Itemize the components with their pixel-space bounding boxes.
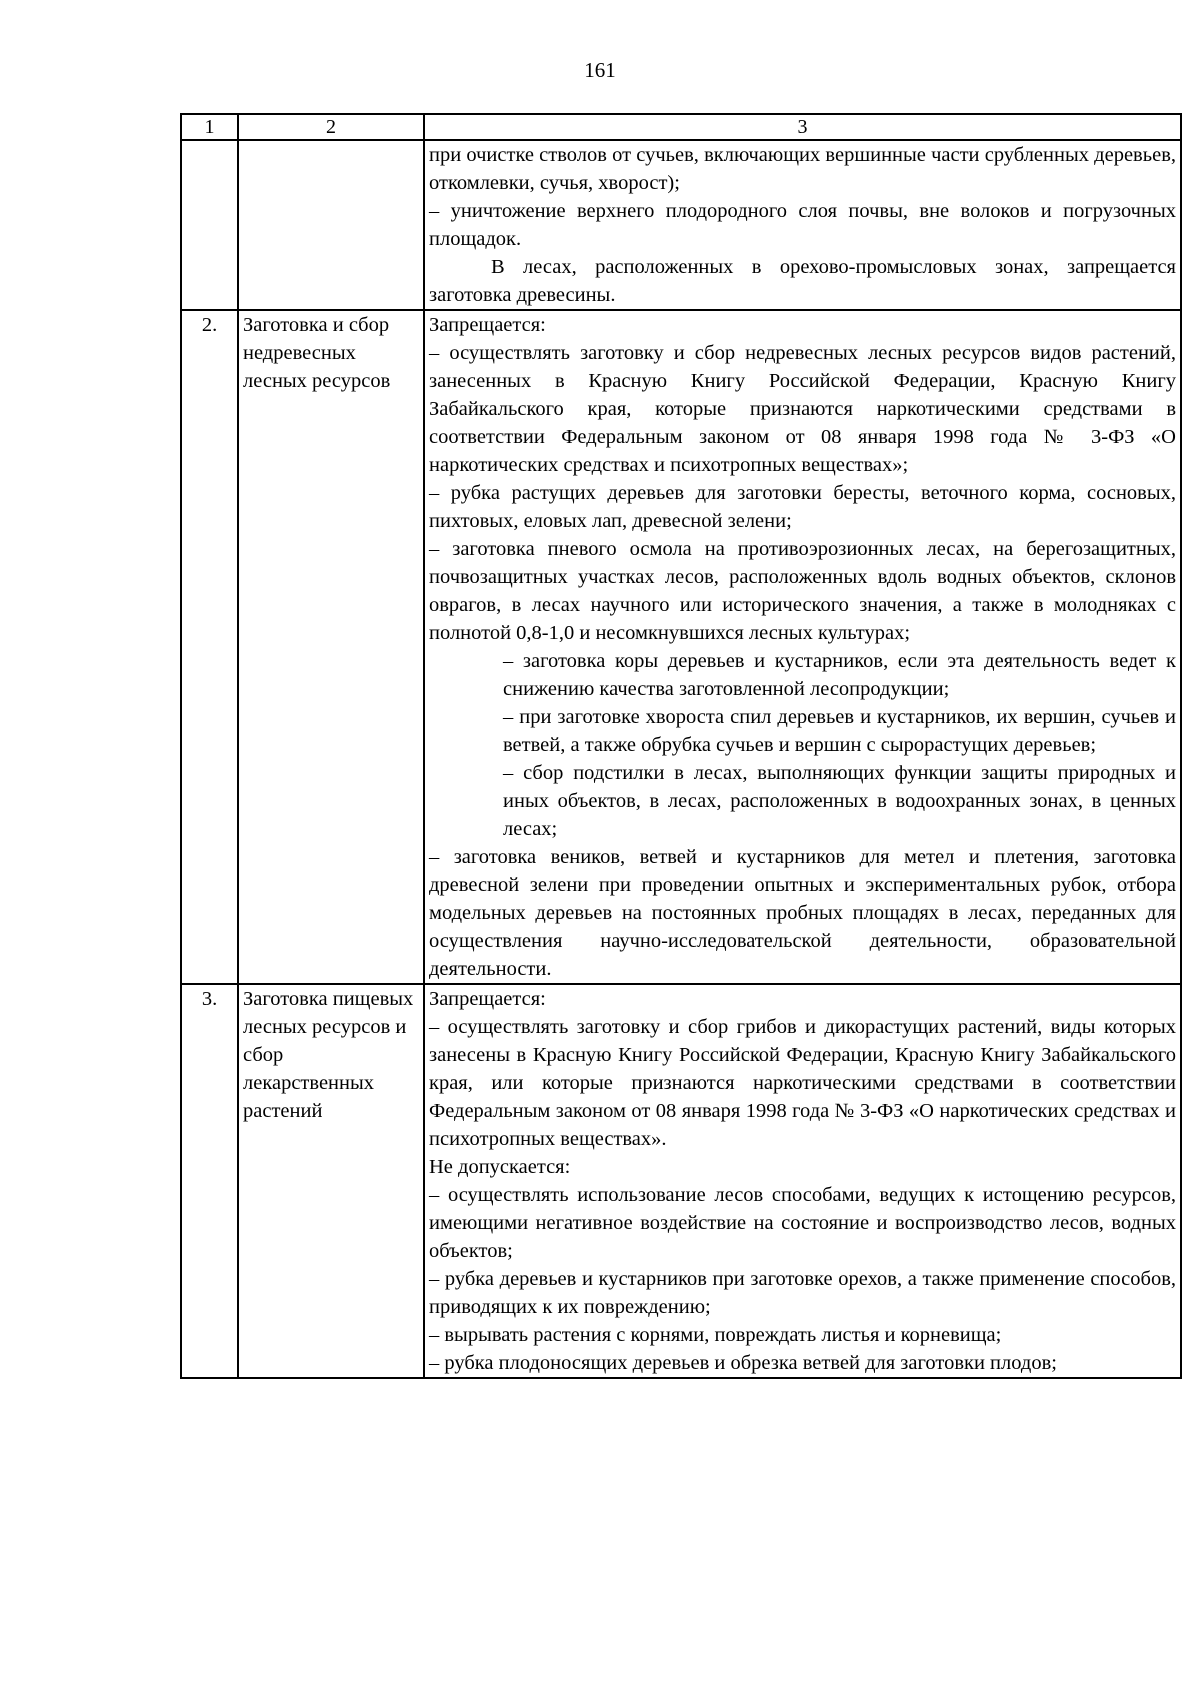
regulations-table [180,113,1182,1379]
row-number: 3. [181,984,238,1378]
page-number: 161 [584,58,616,82]
header-col-1: 1 [181,114,238,140]
paragraph: Запрещается: [429,314,546,336]
paragraph: – осуществлять заготовку и сбор недревесных лесных ресурсов видов растений, занесенных в Красную Книгу Российской Федерации, Красную Книгу Забайкальского края, которые признаются наркотическими средствами в соответствии Федеральным законом от 08 января 1998 года № 3-ФЗ «О наркотических средствах и психотропных веществах»; [429,342,1176,476]
row-activity-name: Заготовка пищевых лесных ресурсов и сбор лекарственных растений [238,984,424,1378]
paragraph: Запрещается: [429,988,546,1010]
paragraph: – заготовка коры деревьев и кустарников, если эта деятельность ведет к снижению качества заготовленной лесопродукции; [503,650,1176,700]
paragraph: Не допускается: [429,1156,571,1178]
paragraph: – сбор подстилки в лесах, выполняющих функции защиты природных и иных объектов, в лесах, расположенных в водоохранных зонах, в ценных лесах; [503,762,1176,840]
header-col-3: 3 [424,114,1181,140]
row-text-cell [424,984,1181,1378]
table-row-2 [181,310,1181,984]
table-row-3 [181,984,1181,1378]
paragraph: при очистке стволов от сучьев, включающих вершинные части срубленных деревьев, откомлевки, сучья, хворост); [429,144,1176,194]
table-row-continuation [181,140,1181,310]
row-text-cell [424,140,1181,310]
paragraph: – рубка плодоносящих деревьев и обрезка ветвей для заготовки плодов; [429,1352,1057,1374]
paragraph: В лесах, расположенных в орехово-промысловых зонах, запрещается заготовка древесины. [429,256,1176,306]
paragraph: – при заготовке хвороста спил деревьев и кустарников, их вершин, сучьев и ветвей, а также обрубка сучьев и вершин с сырорастущих деревьев; [503,706,1176,756]
header-col-2: 2 [238,114,424,140]
table-header-row [181,114,1181,140]
row-activity-name: Заготовка и сбор недревесных лесных ресурсов [238,310,424,984]
paragraph: – заготовка пневого осмола на противоэрозионных лесах, на берегозащитных, почвозащитных участках лесов, расположенных вдоль водных объектов, склонов оврагов, в лесах научного или исторического значения, а также в молодняках с полнотой 0,8-1,0 и несомкнувшихся лесных культурах; [429,538,1176,644]
paragraph: – вырывать растения с корнями, повреждать листья и корневища; [429,1324,1002,1346]
row-number: 2. [181,310,238,984]
paragraph: – уничтожение верхнего плодородного слоя почвы, вне волоков и погрузочных площадок. [429,200,1176,250]
row-text-cell [424,310,1181,984]
paragraph: – осуществлять заготовку и сбор грибов и дикорастущих растений, виды которых занесены в Красную Книгу Российской Федерации, Красную Книгу Забайкальского края, или которые признаются наркотическими средствами в соответствии Федеральным законом от 08 января 1998 года № 3-ФЗ «О наркотических средствах и психотропных веществах». [429,1016,1176,1150]
paragraph: – рубка деревьев и кустарников при заготовке орехов, а также применение способов, приводящих к их повреждению; [429,1268,1176,1318]
paragraph: – заготовка веников, ветвей и кустарников для метел и плетения, заготовка древесной зелени при проведении опытных и экспериментальных рубок, отбора модельных деревьев на постоянных пробных площадях в лесах, переданных для осуществления научно-исследовательской деятельности, образовательной деятельности. [429,846,1176,980]
row-name-cell [238,140,424,310]
paragraph: – рубка растущих деревьев для заготовки бересты, веточного корма, сосновых, пихтовых, еловых лап, древесной зелени; [429,482,1176,532]
row-number-cell [181,140,238,310]
paragraph: – осуществлять использование лесов способами, ведущих к истощению ресурсов, имеющими негативное воздействие на состояние и воспроизводство лесов, водных объектов; [429,1184,1176,1262]
